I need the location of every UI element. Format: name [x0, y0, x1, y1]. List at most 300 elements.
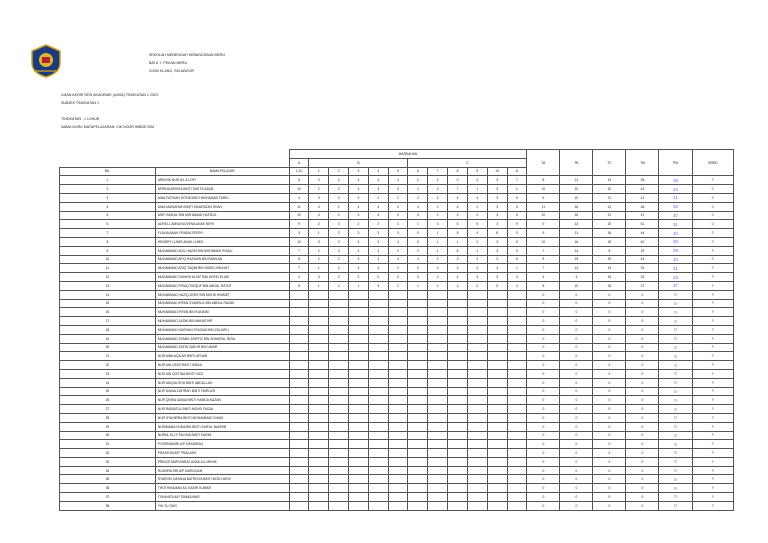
grade: F — [692, 308, 733, 317]
question-mark — [467, 440, 487, 449]
col-number: BIL — [60, 167, 156, 176]
section-a-header: A — [289, 158, 309, 167]
question-mark: 7 — [448, 185, 468, 194]
question-mark — [408, 475, 428, 484]
student-number: 8 — [60, 237, 156, 246]
question-mark: 3 — [388, 185, 408, 194]
section-total: 0 — [626, 431, 659, 440]
section-total: 0 — [560, 396, 593, 405]
student-number: 3 — [60, 193, 156, 202]
teacher-name: NAMA GURU MATAPELAJARAN: CIK NOOR IMBOE IDM — [61, 125, 155, 129]
grade: F — [692, 484, 733, 493]
student-name: RUDHRA SRI A/P MURUGAN — [155, 466, 289, 475]
question-mark: 2 — [428, 255, 448, 264]
question-mark — [368, 466, 388, 475]
question-mark — [467, 484, 487, 493]
question-mark — [388, 501, 408, 510]
question-mark — [408, 396, 428, 405]
question-mark: 0 — [408, 229, 428, 238]
section-total: 0 — [593, 440, 626, 449]
question-mark — [349, 308, 369, 317]
question-mark: 2 — [349, 220, 369, 229]
student-name: NUR SYAHIRRA BINTI MOHAMMAD SHAM — [155, 413, 289, 422]
student-name: NUR QISRA DANIA BINTI HAMDA NAZAN — [155, 396, 289, 405]
section-total: 0 — [626, 449, 659, 458]
question-mark: 3 — [428, 220, 448, 229]
col-tc: TC — [593, 150, 626, 176]
student-name: NUR AINA AQILAH BINTI AFNAN — [155, 352, 289, 361]
question-mark — [507, 308, 527, 317]
student-name: MUHAMMAD NURHAN SYAZIAN BIN ZULKIPLI — [155, 325, 289, 334]
question-mark — [309, 440, 329, 449]
question-mark — [408, 493, 428, 502]
question-mark: 2 — [388, 220, 408, 229]
student-name: AFRINA ARISSA BINTI SIGITS AZAM — [155, 185, 289, 194]
question-mark: 3 — [349, 264, 369, 273]
section-total: 9 — [527, 220, 560, 229]
table-row — [60, 229, 734, 238]
question-mark: 3 — [289, 229, 309, 238]
question-mark — [408, 343, 428, 352]
section-total: 0 — [560, 290, 593, 299]
question-mark: 3 — [349, 211, 369, 220]
marks-table — [59, 149, 734, 511]
table-row — [60, 281, 734, 290]
question-mark: 3 — [349, 255, 369, 264]
question-mark — [388, 396, 408, 405]
grade: E — [692, 255, 733, 264]
question-mark: 1 — [349, 281, 369, 290]
question-mark: 3 — [408, 211, 428, 220]
question-mark: 8 — [289, 176, 309, 185]
question-mark — [467, 457, 487, 466]
question-mark — [289, 290, 309, 299]
question-mark — [487, 343, 507, 352]
question-mark: 3 — [448, 211, 468, 220]
student-number: 29 — [60, 422, 156, 431]
section-total: 0 — [593, 387, 626, 396]
question-mark: 6 — [507, 255, 527, 264]
question-mark: 2 — [388, 202, 408, 211]
question-mark — [309, 405, 329, 414]
question-mark: 6 — [448, 220, 468, 229]
school-name: SEKOLAH MENENGAH KEBANGSAAN MERU — [149, 53, 226, 57]
question-mark — [388, 361, 408, 370]
question-mark: 2 — [388, 281, 408, 290]
question-mark: 10 — [289, 211, 309, 220]
question-mark: 2 — [349, 273, 369, 282]
grade: F — [692, 396, 733, 405]
question-mark: 2 — [329, 264, 349, 273]
student-name: NUR RABIATUL BINTI MOHD FAIZAL — [155, 405, 289, 414]
question-mark: 4 — [349, 185, 369, 194]
question-mark: 5 — [467, 220, 487, 229]
table-row — [60, 405, 734, 414]
question-mark — [309, 308, 329, 317]
grade: F — [692, 475, 733, 484]
question-mark — [368, 493, 388, 502]
percentage-mark: 0 — [659, 290, 692, 299]
table-row — [60, 387, 734, 396]
section-total: 0 — [593, 431, 626, 440]
section-total: 20 — [593, 255, 626, 264]
question-mark: 3 — [368, 229, 388, 238]
grade: F — [692, 413, 733, 422]
student-name: SYARISH DAYANA BATRISYA BINTI MOD HAFIZ — [155, 475, 289, 484]
question-mark — [408, 501, 428, 510]
section-total: 0 — [626, 325, 659, 334]
question-mark — [368, 343, 388, 352]
question-mark — [428, 484, 448, 493]
section-total: 16 — [560, 237, 593, 246]
section-total: 0 — [626, 308, 659, 317]
question-mark — [329, 343, 349, 352]
question-mark — [428, 290, 448, 299]
question-mark — [408, 484, 428, 493]
question-mark — [388, 369, 408, 378]
question-mark — [388, 325, 408, 334]
table-row — [60, 466, 734, 475]
question-mark — [428, 299, 448, 308]
grade: E — [692, 211, 733, 220]
question-mark — [507, 396, 527, 405]
grade: E — [692, 185, 733, 194]
section-total: 10 — [560, 281, 593, 290]
question-mark: 2 — [388, 193, 408, 202]
question-mark — [388, 431, 408, 440]
section-total: 0 — [527, 449, 560, 458]
section-total: 10 — [527, 211, 560, 220]
section-total: 13 — [593, 264, 626, 273]
question-mark — [349, 413, 369, 422]
question-mark — [349, 440, 369, 449]
question-mark: 3 — [467, 273, 487, 282]
col-ta: TA — [527, 150, 560, 176]
question-mark — [368, 475, 388, 484]
section-total: 21 — [593, 193, 626, 202]
question-mark — [289, 431, 309, 440]
section-total: 0 — [593, 466, 626, 475]
section-total: 0 — [626, 405, 659, 414]
question-mark — [487, 493, 507, 502]
table-row — [60, 457, 734, 466]
student-name: MUHAMMAD HAZIQ ZEMY BIN MOHD HIMMET — [155, 290, 289, 299]
question-mark — [408, 387, 428, 396]
question-mark — [408, 422, 428, 431]
question-mark: 3 — [329, 193, 349, 202]
question-mark: 4 — [388, 255, 408, 264]
question-mark — [309, 396, 329, 405]
question-mark — [467, 475, 487, 484]
col-pm: PM — [659, 150, 692, 176]
percentage-mark: 0 — [659, 484, 692, 493]
question-mark: 3 — [487, 211, 507, 220]
section-total: 0 — [593, 396, 626, 405]
question-mark — [467, 317, 487, 326]
section-total: 0 — [527, 475, 560, 484]
question-mark: 6 — [507, 193, 527, 202]
grade: F — [692, 273, 733, 282]
question-mark: 0 — [507, 246, 527, 255]
question-mark: 4 — [349, 202, 369, 211]
section-total: 0 — [626, 361, 659, 370]
section-total: 0 — [626, 396, 659, 405]
question-mark — [467, 449, 487, 458]
percentage-mark: 0 — [659, 422, 692, 431]
section-total: 11 — [560, 229, 593, 238]
table-row — [60, 193, 734, 202]
table-row — [60, 378, 734, 387]
question-mark: 2 — [467, 255, 487, 264]
grade: F — [692, 290, 733, 299]
grade: F — [692, 246, 733, 255]
question-mark — [349, 431, 369, 440]
question-mark — [349, 501, 369, 510]
full-mark: 10 — [487, 167, 507, 176]
section-total: 0 — [560, 308, 593, 317]
question-mark — [408, 440, 428, 449]
question-mark — [289, 422, 309, 431]
question-mark — [428, 493, 448, 502]
table-row — [60, 220, 734, 229]
question-mark — [388, 290, 408, 299]
question-mark — [507, 484, 527, 493]
question-mark: 2 — [309, 255, 329, 264]
question-mark — [448, 387, 468, 396]
percentage-mark: 0 — [659, 413, 692, 422]
student-number: 25 — [60, 387, 156, 396]
question-mark: 4 — [368, 211, 388, 220]
question-mark — [329, 466, 349, 475]
question-mark: 2 — [448, 281, 468, 290]
percentage-mark: 0 — [659, 325, 692, 334]
question-mark: 1 — [309, 229, 329, 238]
question-mark: 1 — [428, 229, 448, 238]
question-mark — [408, 308, 428, 317]
question-mark: 3 — [388, 229, 408, 238]
school-address-line-2: 41050 KLANG, SELANGOR — [149, 69, 195, 73]
section-total: 0 — [560, 299, 593, 308]
question-mark: 1 — [428, 237, 448, 246]
question-mark: 2 — [408, 193, 428, 202]
section-total: 0 — [527, 352, 560, 361]
question-mark — [309, 431, 329, 440]
question-mark — [368, 361, 388, 370]
section-total: 4 — [527, 273, 560, 282]
section-total: 47 — [626, 211, 659, 220]
subject-level: SUBJEK TINGKATAN 1 — [61, 101, 99, 105]
table-row — [60, 413, 734, 422]
student-number: 12 — [60, 273, 156, 282]
question-mark — [349, 466, 369, 475]
question-mark: 3 — [487, 193, 507, 202]
student-name: HENDRY LUMIS ANAK LUMIS — [155, 237, 289, 246]
question-mark — [428, 422, 448, 431]
table-row — [60, 422, 734, 431]
question-mark — [368, 413, 388, 422]
student-number: 20 — [60, 343, 156, 352]
question-mark — [368, 317, 388, 326]
col-gred: GRED — [692, 150, 733, 176]
table-row — [60, 369, 734, 378]
student-name: NUR ADIQALISYA BINTI ABDULLAH — [155, 378, 289, 387]
section-total: 43 — [626, 255, 659, 264]
col-tm: TM — [626, 150, 659, 176]
question-mark: 3 — [349, 176, 369, 185]
student-number: 9 — [60, 246, 156, 255]
section-total: 0 — [560, 431, 593, 440]
table-row — [60, 237, 734, 246]
section-total: 0 — [527, 422, 560, 431]
student-number: 6 — [60, 220, 156, 229]
student-name: FLAVIA ANAK FRASIA FERDY — [155, 229, 289, 238]
table-row — [60, 264, 734, 273]
question-mark: 2 — [309, 220, 329, 229]
grade: F — [692, 501, 733, 510]
question-mark — [309, 493, 329, 502]
question-mark: 8 — [289, 281, 309, 290]
question-mark — [289, 449, 309, 458]
student-number: 19 — [60, 334, 156, 343]
percentage-mark: 0 — [659, 343, 692, 352]
question-mark — [349, 449, 369, 458]
question-mark — [507, 431, 527, 440]
section-total: 0 — [626, 466, 659, 475]
question-mark — [408, 405, 428, 414]
question-mark — [428, 457, 448, 466]
question-mark: 2 — [388, 211, 408, 220]
question-mark: 3 — [349, 193, 369, 202]
question-mark: 3 — [487, 273, 507, 282]
marks-group-header: MARKAHAN — [289, 150, 527, 159]
question-mark — [507, 466, 527, 475]
question-mark — [388, 457, 408, 466]
question-mark — [349, 325, 369, 334]
section-total: 0 — [527, 290, 560, 299]
percentage-mark: 0 — [659, 475, 692, 484]
school-address-block — [149, 51, 225, 75]
section-total: 0 — [593, 299, 626, 308]
section-total: 0 — [560, 405, 593, 414]
question-mark — [309, 334, 329, 343]
question-mark — [487, 299, 507, 308]
grade: F — [692, 281, 733, 290]
student-name: YIK YU JING — [155, 501, 289, 510]
grade: F — [692, 440, 733, 449]
question-mark: 3 — [349, 229, 369, 238]
student-name: MUHAMMAD IRFAN BIN KUNAINI — [155, 308, 289, 317]
percentage-mark: 44 — [659, 229, 692, 238]
table-row — [60, 484, 734, 493]
student-number: 1 — [60, 176, 156, 185]
question-mark — [388, 484, 408, 493]
grade: F — [692, 343, 733, 352]
question-mark — [428, 501, 448, 510]
question-mark — [329, 290, 349, 299]
question-mark — [408, 299, 428, 308]
question-mark — [487, 352, 507, 361]
percentage-mark: 0 — [659, 396, 692, 405]
question-mark — [309, 290, 329, 299]
question-mark — [349, 493, 369, 502]
section-total: 51 — [626, 220, 659, 229]
question-mark — [388, 352, 408, 361]
question-mark — [329, 317, 349, 326]
student-name: NURIMANA HUMAIRA BINTI SAIFUL BAHRIN — [155, 422, 289, 431]
question-mark — [309, 343, 329, 352]
question-mark: 3 — [368, 185, 388, 194]
student-number: 31 — [60, 440, 156, 449]
table-row — [60, 273, 734, 282]
table-row — [60, 475, 734, 484]
question-mark: 4 — [467, 193, 487, 202]
percentage-mark: 0 — [659, 466, 692, 475]
question-mark — [428, 387, 448, 396]
question-mark — [448, 317, 468, 326]
question-mark — [368, 501, 388, 510]
table-row — [60, 352, 734, 361]
full-mark: 1-10 — [289, 167, 309, 176]
question-mark — [388, 299, 408, 308]
col-tb: TB — [560, 150, 593, 176]
section-total: 0 — [527, 378, 560, 387]
question-mark — [349, 378, 369, 387]
percentage-mark: 44 — [659, 185, 692, 194]
table-row — [60, 299, 734, 308]
question-mark: 0 — [408, 237, 428, 246]
question-mark — [329, 457, 349, 466]
student-number: 13 — [60, 281, 156, 290]
question-mark — [428, 317, 448, 326]
question-mark — [329, 431, 349, 440]
section-total: 0 — [626, 290, 659, 299]
grade: F — [692, 361, 733, 370]
question-mark — [428, 369, 448, 378]
full-mark: 4 — [368, 167, 388, 176]
question-mark — [507, 493, 527, 502]
question-mark — [448, 422, 468, 431]
question-mark: 0 — [408, 273, 428, 282]
question-mark — [309, 466, 329, 475]
question-mark: 0 — [368, 273, 388, 282]
grade: F — [692, 317, 733, 326]
grade: F — [692, 299, 733, 308]
question-mark — [289, 325, 309, 334]
student-name: MUHAMMAD JAZMI BIN MAHATHIR — [155, 317, 289, 326]
question-mark — [428, 431, 448, 440]
question-mark: 4 — [289, 273, 309, 282]
question-mark — [467, 413, 487, 422]
question-mark — [467, 378, 487, 387]
section-total: 0 — [527, 440, 560, 449]
question-mark — [329, 493, 349, 502]
student-name: THOTHIKAMAN A/L SASHI KUMAR — [155, 484, 289, 493]
question-mark — [448, 361, 468, 370]
question-mark: 4 — [349, 237, 369, 246]
question-mark — [329, 334, 349, 343]
student-name: AURELL AMNA NOVENA ANAK NERI — [155, 220, 289, 229]
student-number: 23 — [60, 369, 156, 378]
question-mark: 2 — [467, 237, 487, 246]
percentage-mark: 41 — [659, 193, 692, 202]
section-total: 0 — [527, 361, 560, 370]
question-mark — [408, 413, 428, 422]
question-mark — [467, 369, 487, 378]
percentage-mark: 0 — [659, 317, 692, 326]
col-student-name: NAMA PELAJAR — [155, 167, 289, 176]
question-mark — [388, 422, 408, 431]
section-total: 0 — [593, 493, 626, 502]
